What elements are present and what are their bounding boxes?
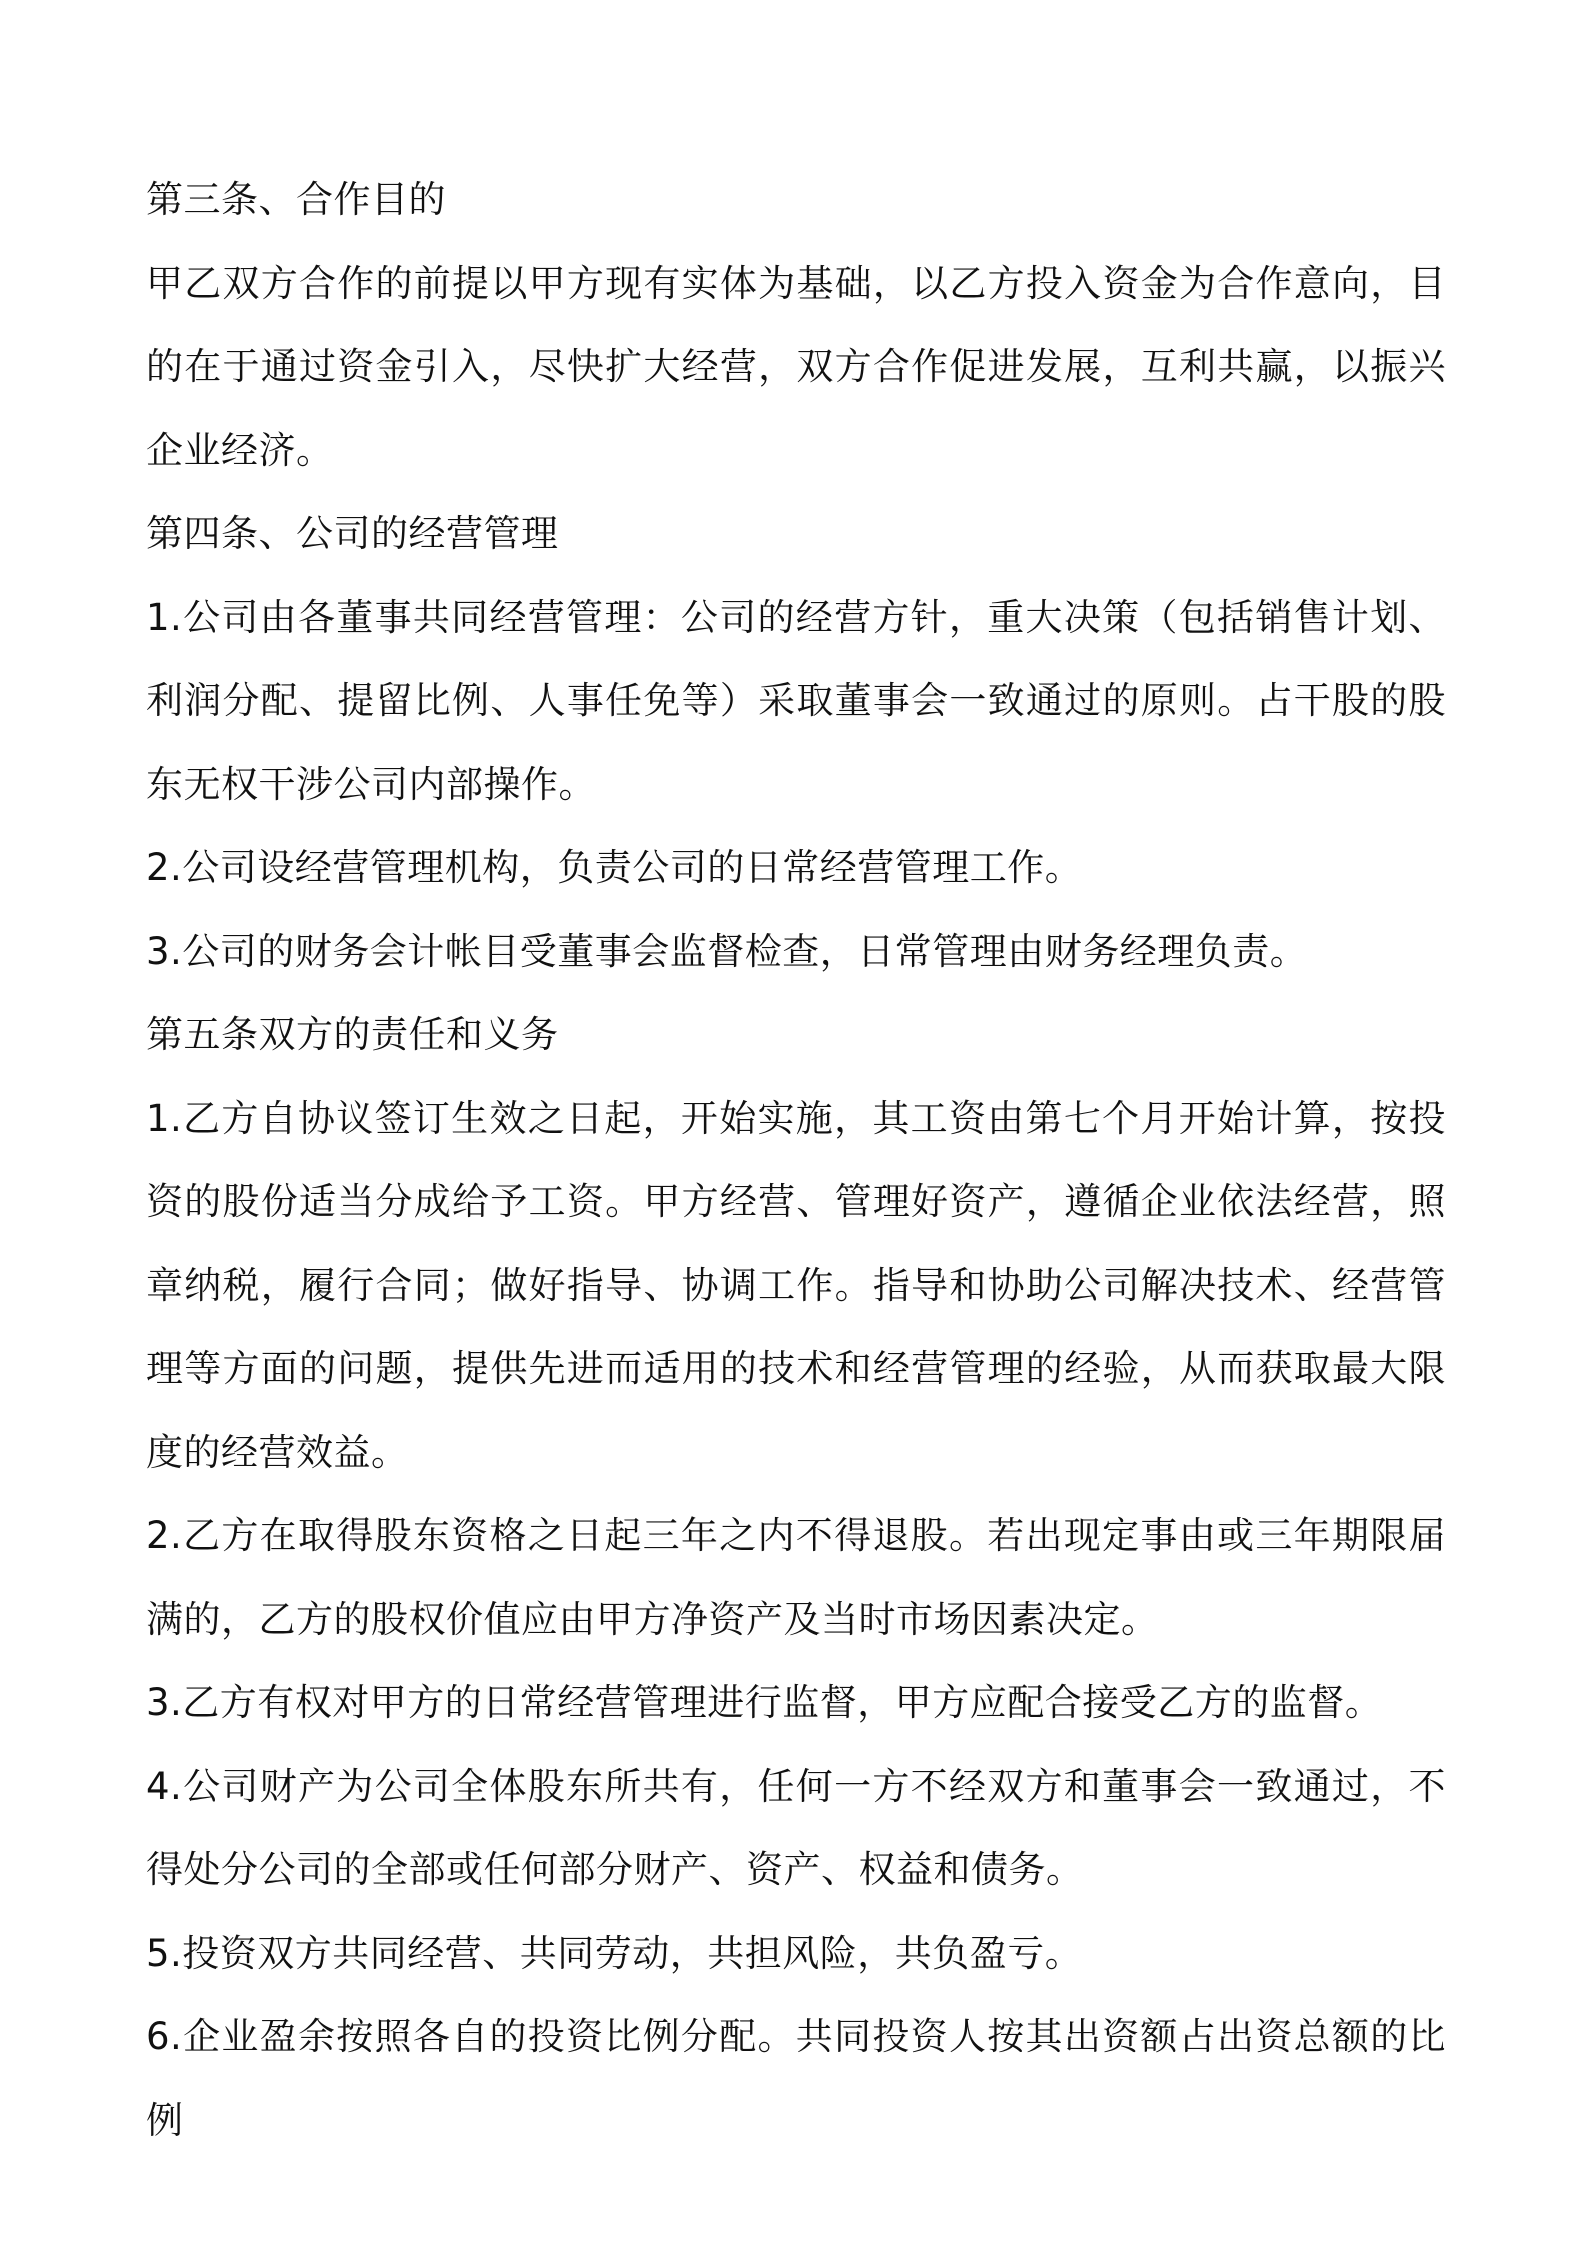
- paragraph-duties-3: 3.乙方有权对甲方的日常经营管理进行监督，甲方应配合接受乙方的监督。: [146, 1681, 1383, 1724]
- heading-article-3: 第三条、合作目的: [146, 178, 446, 221]
- paragraph-cooperation-purpose: 甲乙双方合作的前提以甲方现有实体为基础，以乙方投入资金为合作意向，目的在于通过资金引入，尽快扩大经营，双方合作促进发展，互利共赢，以振兴企业经济。: [146, 261, 1446, 472]
- paragraph-duties-1: 1.乙方自协议签订生效之日起，开始实施，其工资由第七个月开始计算，按投资的股份适当分成给予工资。甲方经营、管理好资产，遵循企业依法经营，照章纳税，履行合同；做好指导、协调工作。指导和协助公司解决技术、经营管理等方面的问题，提供先进而适用的技术和经营管理的经验，从而获取最大限度的经营效益。: [146, 1096, 1446, 1474]
- paragraph-management-3: 3.公司的财务会计帐目受董事会监督检查，日常管理由财务经理负责。: [146, 929, 1308, 973]
- paragraph-management-2: 2.公司设经营管理机构，负责公司的日常经营管理工作。: [146, 846, 1083, 889]
- heading-article-5: 第五条双方的责任和义务: [146, 1013, 559, 1056]
- heading-article-4: 第四条、公司的经营管理: [146, 512, 559, 555]
- paragraph-management-1: 1.公司由各董事共同经营管理：公司的经营方针，重大决策（包括销售计划、利润分配、提留比例、人事任免等）采取董事会一致通过的原则。占干股的股东无权干涉公司内部操作。: [146, 595, 1446, 806]
- paragraph-duties-6: 6.企业盈余按照各自的投资比例分配。共同投资人按其出资额占出资总额的比例: [146, 2015, 1446, 2142]
- document-body: [146, 158, 1446, 2162]
- paragraph-duties-5: 5.投资双方共同经营、共同劳动，共担风险，共负盈亏。: [146, 1931, 1083, 1975]
- paragraph-duties-2: 2.乙方在取得股东资格之日起三年之内不得退股。若出现定事由或三年期限届满的，乙方的股权价值应由甲方净资产及当时市场因素决定。: [146, 1514, 1446, 1641]
- paragraph-duties-4: 4.公司财产为公司全体股东所共有，任何一方不经双方和董事会一致通过，不得处分公司的全部或任何部分财产、资产、权益和债务。: [146, 1764, 1446, 1891]
